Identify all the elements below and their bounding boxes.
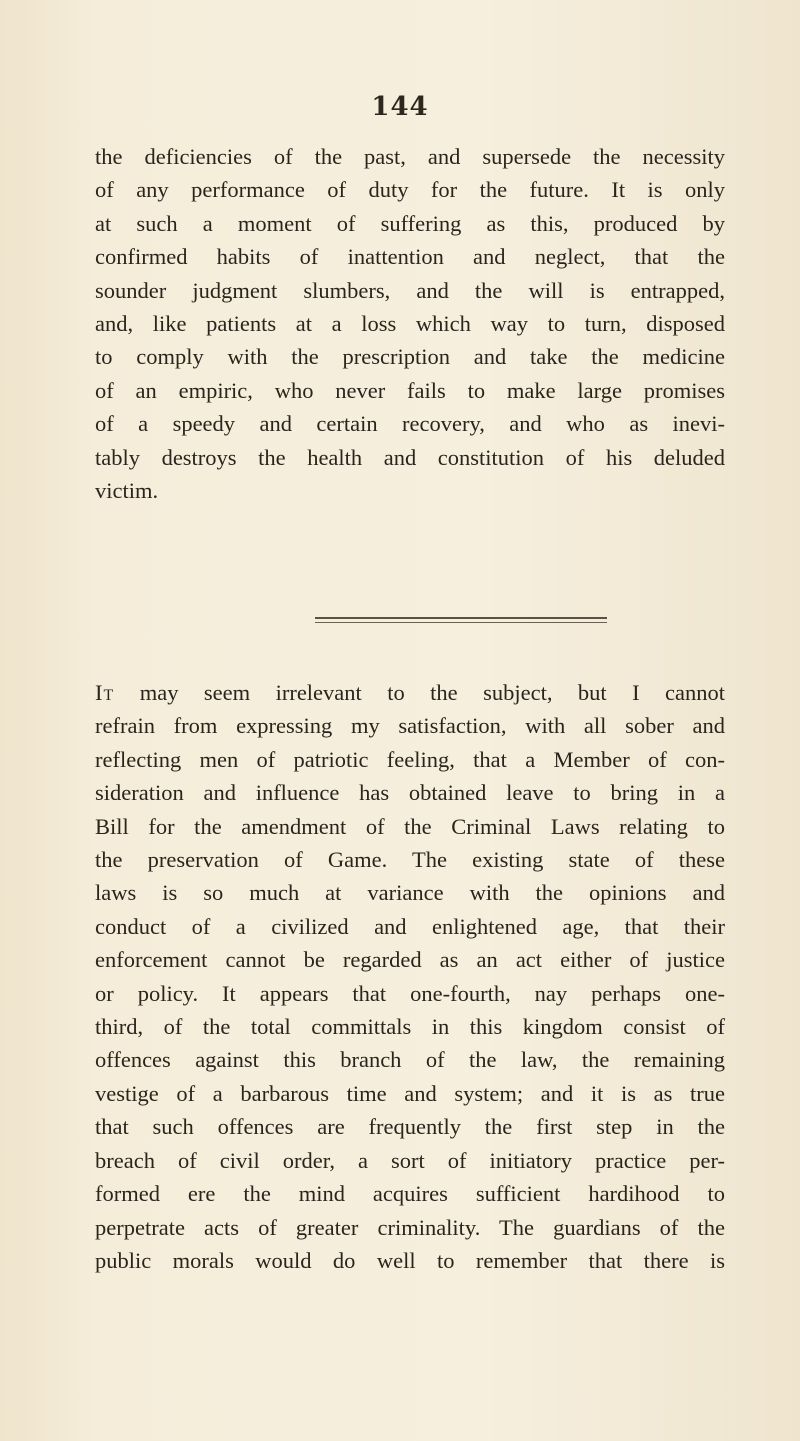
- text-line: third, of the total committals in this kingdom consist of: [95, 1014, 725, 1040]
- text-line: of any performance of duty for the future. It is only: [95, 177, 725, 203]
- text-line: the deficiencies of the past, and supersede the necessity: [95, 144, 725, 169]
- text-line: victim.: [95, 478, 159, 504]
- paragraph-game-laws: [95, 676, 725, 1277]
- text-line: confirmed habits of inattention and neglect, that the: [95, 244, 725, 270]
- text-line: breach of civil order, a sort of initiatory practice per-: [95, 1147, 725, 1173]
- text-line-rest: may seem irrelevant to the subject, but I cannot: [114, 680, 725, 705]
- text-line: offences against this branch of the law, the remaining: [95, 1047, 725, 1073]
- text-line: tably destroys the health and constitution of his deluded: [95, 444, 725, 470]
- text-line: sounder judgment slumbers, and the will is entrapped,: [95, 277, 725, 303]
- text-line: vestige of a barbarous time and system; and it is as true: [95, 1080, 725, 1106]
- text-line: sideration and influence has obtained leave to bring in a: [95, 780, 725, 806]
- page-number: 144: [371, 92, 429, 122]
- text-line: of a speedy and certain recovery, and who as inevi-: [95, 411, 725, 437]
- text-line: perpetrate acts of greater criminality. The guardians of the: [95, 1214, 725, 1240]
- text-line: at such a moment of suffering as this, produced by: [95, 210, 725, 236]
- text-line: laws is so much at variance with the opinions and: [95, 880, 725, 906]
- text-line: public morals would do well to remember that there is: [95, 1247, 725, 1273]
- text-line: the preservation of Game. The existing state of these: [95, 847, 725, 873]
- text-line: [95, 676, 725, 709]
- text-line: refrain from expressing my satisfaction, with all sober and: [95, 713, 725, 739]
- paragraph-continuation: [95, 140, 725, 507]
- text-line: that such offences are frequently the first step in the: [95, 1114, 725, 1140]
- text-line: conduct of a civilized and enlightened age, that their: [95, 913, 725, 939]
- text-line: to comply with the prescription and take the medicine: [95, 344, 725, 370]
- text-line: formed ere the mind acquires sufficient hardihood to: [95, 1181, 725, 1207]
- text-line: of an empiric, who never fails to make large promises: [95, 377, 725, 403]
- opening-word: It: [95, 680, 115, 705]
- text-line: reflecting men of patriotic feeling, that a Member of con-: [95, 746, 725, 772]
- text-line: or policy. It appears that one-fourth, nay perhaps one-: [95, 980, 725, 1006]
- text-line: enforcement cannot be regarded as an act either of justice: [95, 947, 725, 973]
- section-divider: [315, 617, 607, 623]
- text-line: and, like patients at a loss which way to turn, disposed: [95, 311, 725, 337]
- text-line: Bill for the amendment of the Criminal Laws relating to: [95, 813, 725, 839]
